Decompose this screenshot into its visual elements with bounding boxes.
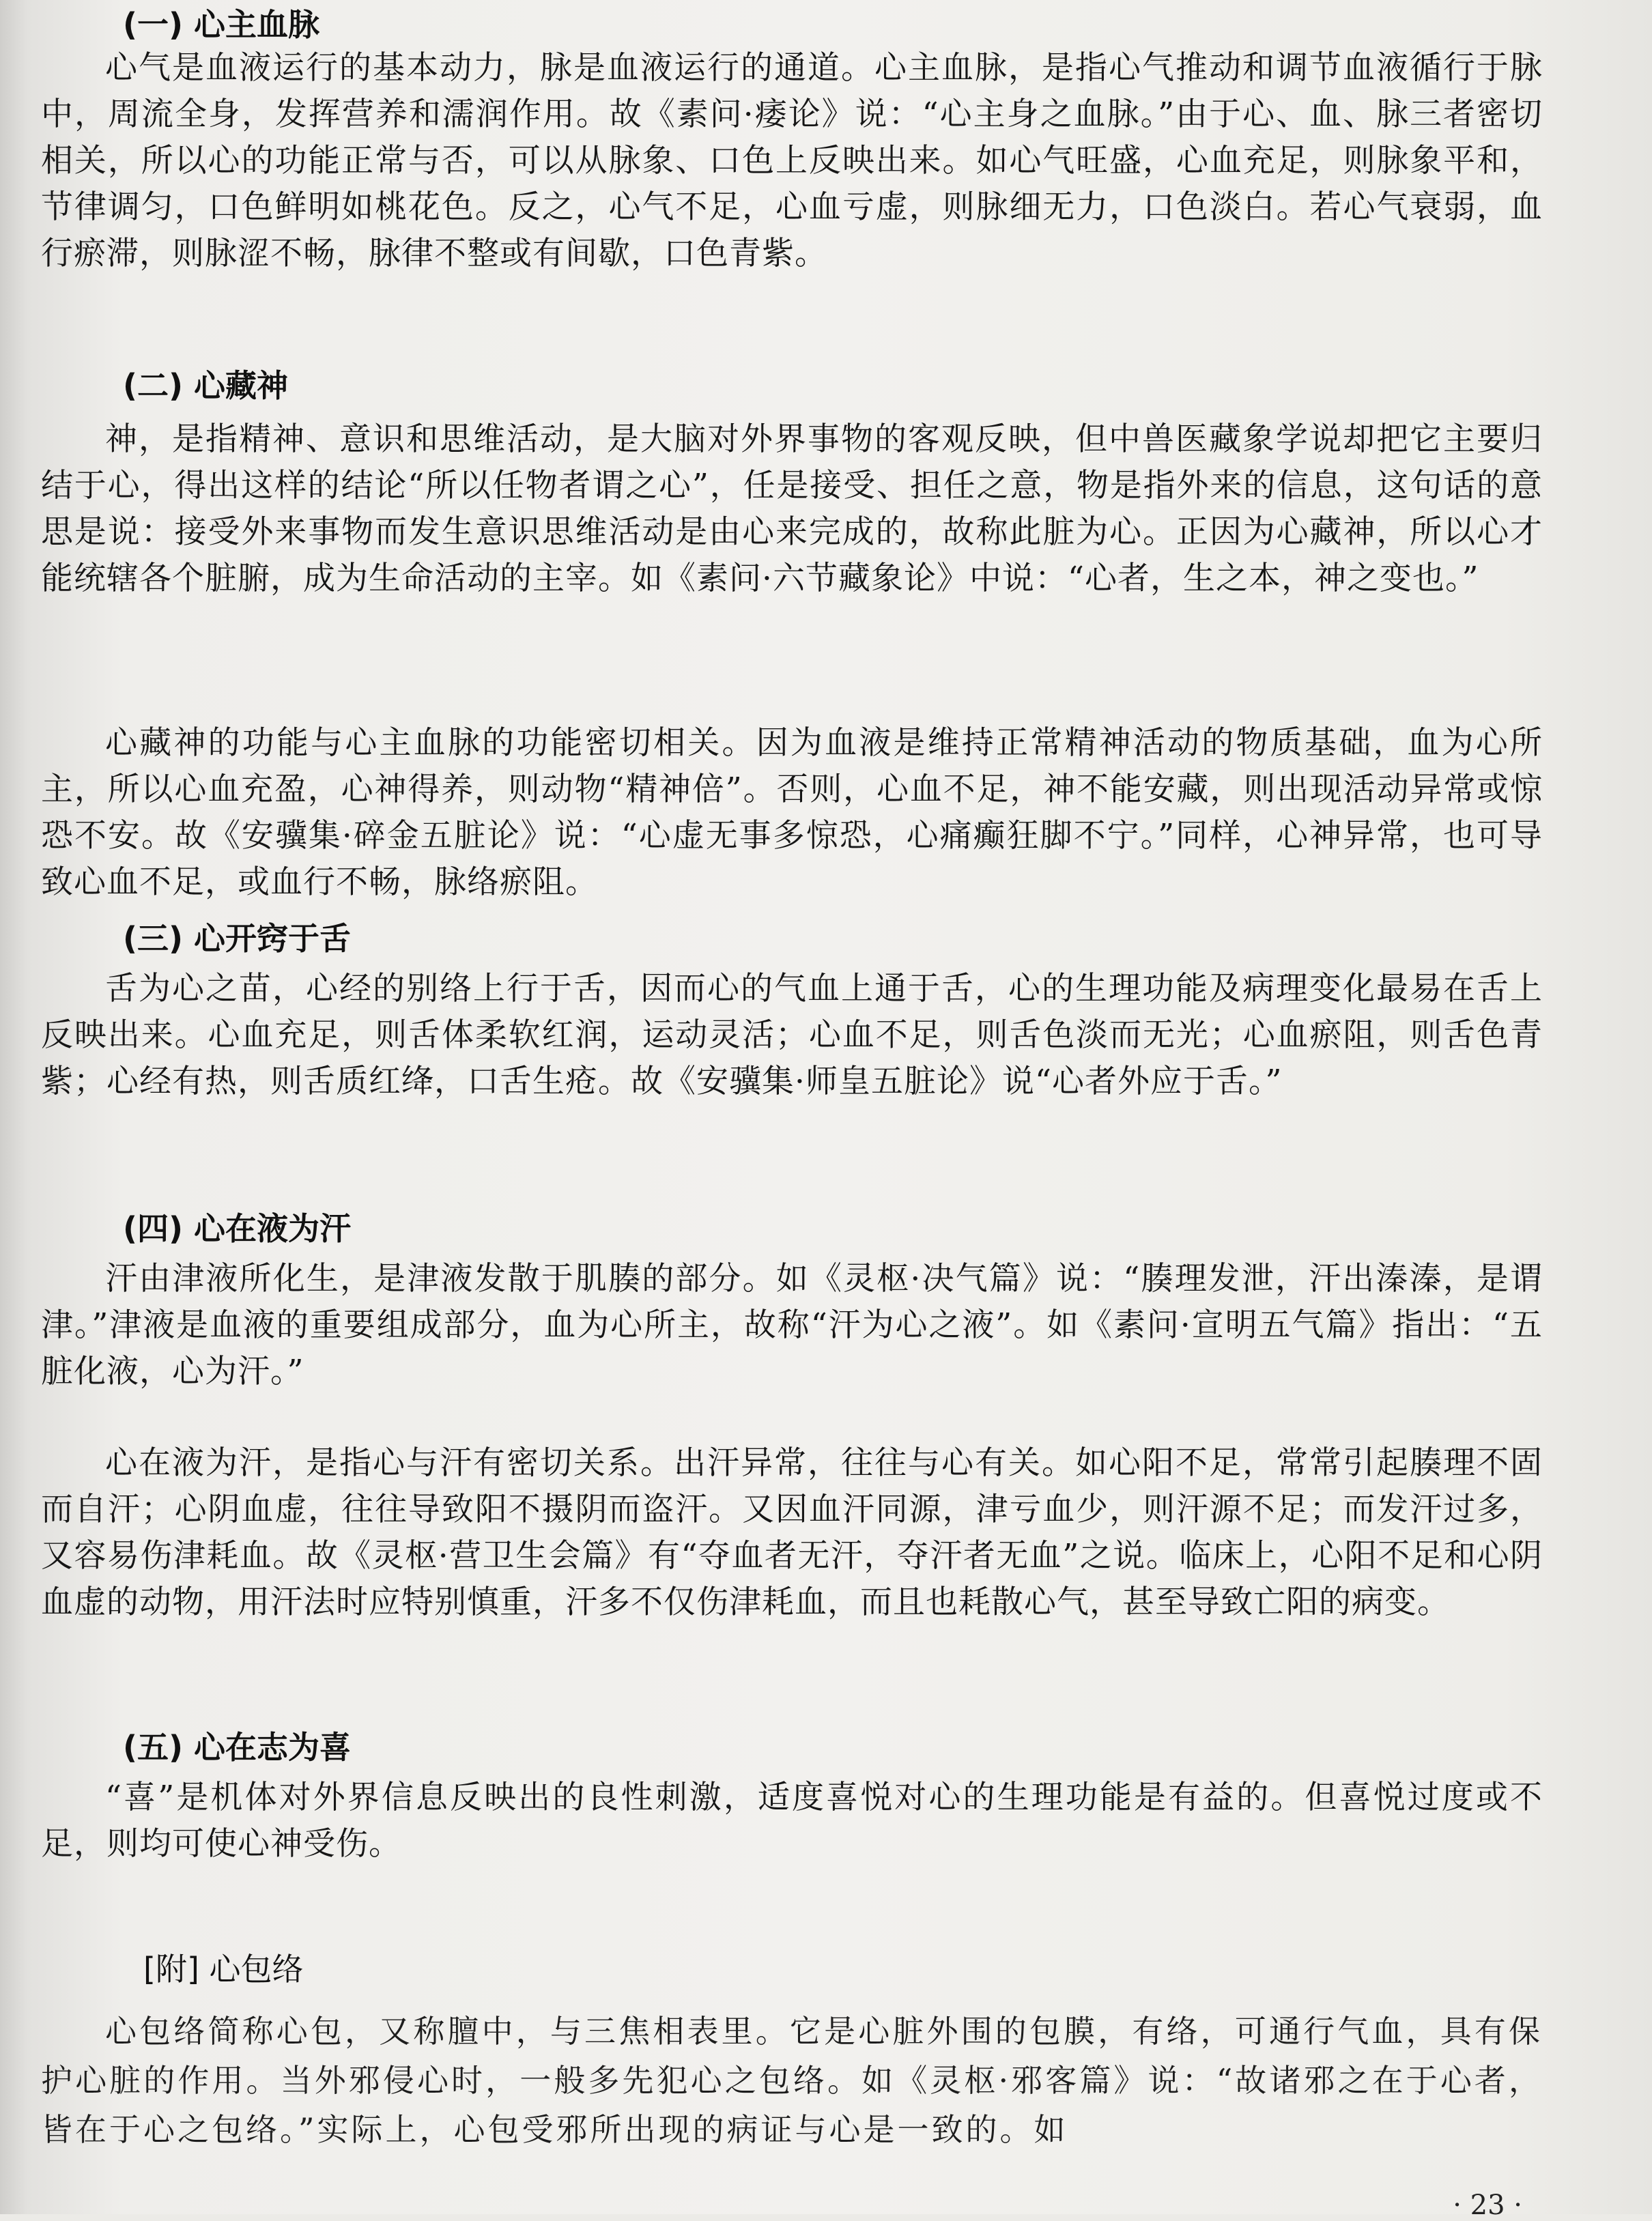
- section-4-paragraph-1: 汗由津液所化生，是津液发散于肌腠的部分。如《灵枢·决气篇》说：“腠理发泄，汗出溱溱，是谓津。”津液是血液的重要组成部分，血为心所主，故称“汗为心之液”。如《素问·宣明五气篇》指出：“五脏化液，心为汗。”: [41, 1260, 1543, 1390]
- section-heading-1: (一) 心主血脉: [123, 6, 320, 43]
- appendix-paragraph-1: 心包络简称心包，又称膻中，与三焦相表里。它是心脏外围的包膜，有络，可通行气血，具有保护心脏的作用。当外邪侵心时，一般多先犯心之包络。如《灵枢·邪客篇》说：“故诸邪之在于心者，皆在于心之包络。”实际上，心包受邪所出现的病证与心是一致的。如: [41, 2013, 1543, 2148]
- section-2-paragraph-1: 神，是指精神、意识和思维活动，是大脑对外界事物的客观反映，但中兽医藏象学说却把它主要归结于心，得出这样的结论“所以任物者谓之心”，任是接受、担任之意，物是指外来的信息，这句话的意思是说：接受外来事物而发生意识思维活动是由心来完成的，故称此脏为心。正因为心藏神，所以心才能统辖各个脏腑，成为生命活动的主宰。如《素问·六节藏象论》中说：“心者，生之本，神之变也。”: [41, 420, 1543, 597]
- section-4-paragraph-2: 心在液为汗，是指心与汗有密切关系。出汗异常，往往与心有关。如心阳不足，常常引起腠理不固而自汗；心阴血虚，往往导致阳不摄阴而盗汗。又因血汗同源，津亏血少，则汗源不足；而发汗过多，又容易伤津耗血。故《灵枢·营卫生会篇》有“夺血者无汗，夺汗者无血”之说。临床上，心阳不足和心阴血虚的动物，用汗法时应特别慎重，汗多不仅伤津耗血，而且也耗散心气，甚至导致亡阳的病变。: [41, 1444, 1543, 1621]
- section-heading-3: (三) 心开窍于舌: [123, 920, 352, 957]
- section-2-paragraph-2: 心藏神的功能与心主血脉的功能密切相关。因为血液是维持正常精神活动的物质基础，血为心所主，所以心血充盈，心神得养，则动物“精神倍”。否则，心血不足，神不能安藏，则出现活动异常或惊恐不安。故《安骥集·碎金五脏论》说：“心虚无事多惊恐，心痛癫狂脚不宁。”同样，心神异常，也可导致心血不足，或血行不畅，脉络瘀阻。: [41, 724, 1543, 901]
- appendix-heading: [附] 心包络: [143, 1951, 304, 1988]
- section-heading-2: (二) 心藏神: [123, 367, 289, 404]
- section-5-paragraph-1: “喜”是机体对外界信息反映出的良性刺激，适度喜悦对心的生理功能是有益的。但喜悦过度或不足，则均可使心神受伤。: [41, 1779, 1543, 1863]
- page-number: · 23 ·: [1453, 2190, 1522, 2221]
- section-heading-4: (四) 心在液为汗: [123, 1210, 352, 1247]
- section-heading-5: (五) 心在志为喜: [123, 1729, 352, 1766]
- section-1-paragraph-1: 心气是血液运行的基本动力，脉是血液运行的通道。心主血脉，是指心气推动和调节血液循行于脉中，周流全身，发挥营养和濡润作用。故《素问·痿论》说：“心主身之血脉。”由于心、血、脉三者密切相关，所以心的功能正常与否，可以从脉象、口色上反映出来。如心气旺盛，心血充足，则脉象平和，节律调匀，口色鲜明如桃花色。反之，心气不足，心血亏虚，则脉细无力，口色淡白。若心气衰弱，血行瘀滞，则脉涩不畅，脉律不整或有间歇，口色青紫。: [41, 49, 1543, 272]
- section-3-paragraph-1: 舌为心之苗，心经的别络上行于舌，因而心的气血上通于舌，心的生理功能及病理变化最易在舌上反映出来。心血充足，则舌体柔软红润，运动灵活；心血不足，则舌色淡而无光；心血瘀阻，则舌色青紫；心经有热，则舌质红绛，口舌生疮。故《安骥集·师皇五脏论》说“心者外应于舌。”: [41, 970, 1543, 1100]
